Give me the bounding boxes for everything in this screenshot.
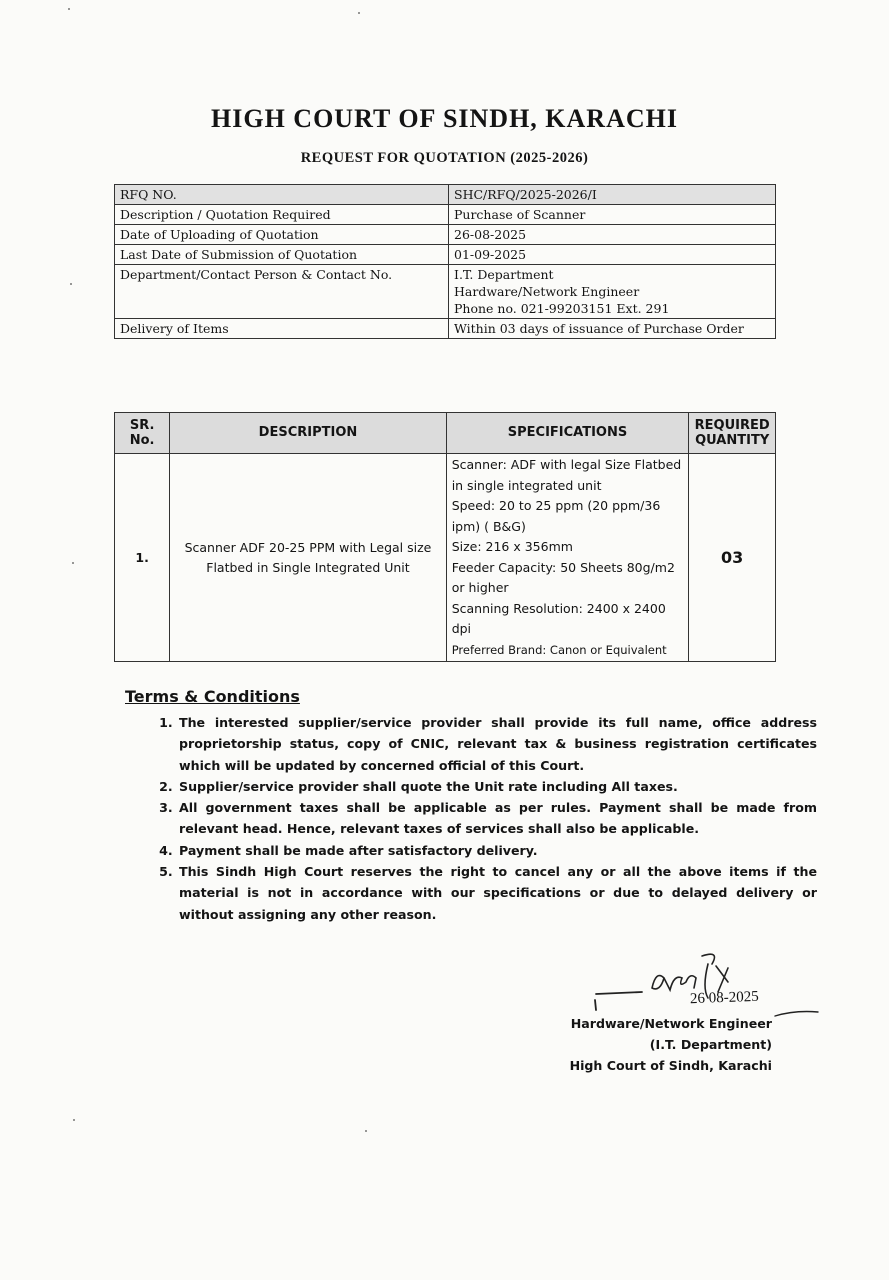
document-subtitle: REQUEST FOR QUOTATION (2025-2026) (300, 150, 589, 166)
scan-speck (70, 283, 72, 285)
rfq-value (449, 205, 776, 225)
rfq-label: Department/Contact Person & Contact No. (115, 265, 449, 319)
spec-line: Scanner: ADF with legal Size Flatbed (451, 457, 682, 472)
scan-speck (72, 562, 74, 564)
rfq-row (115, 265, 776, 319)
rfq-value-line: Purchase of Scanner (454, 207, 586, 222)
rfq-value-line: Phone no. 021-99203151 Ext. 291 (454, 301, 670, 316)
item-quantity: 03 (689, 454, 776, 662)
header-qty-line: REQUIRED (694, 418, 770, 433)
handwritten-signature (590, 948, 830, 1023)
signatory-department: (I.T. Department) (649, 1037, 772, 1052)
rfq-value (449, 265, 776, 319)
spec-line: Preferred Brand: Canon or Equivalent (451, 642, 667, 657)
signatory-title: Hardware/Network Engineer (570, 1016, 772, 1031)
rfq-value-line: SHC/RFQ/2025-2026/I (454, 187, 597, 202)
header-sr-line: SR. (129, 418, 155, 433)
signature-block (560, 1013, 772, 1076)
item-sr: 1. (115, 454, 170, 662)
terms-list (132, 712, 817, 925)
rfq-label: Last Date of Submission of Quotation (115, 245, 449, 265)
rfq-label: RFQ NO. (115, 185, 449, 205)
scan-speck (68, 8, 70, 10)
item-specifications (446, 454, 689, 662)
rfq-label: Delivery of Items (115, 319, 449, 339)
rfq-value-line: Hardware/Network Engineer (454, 284, 640, 299)
header-required-quantity (689, 413, 776, 454)
rfq-row (115, 245, 776, 265)
rfq-row (115, 319, 776, 339)
rfq-row (115, 225, 776, 245)
rfq-value (449, 185, 776, 205)
rfq-label: Description / Quotation Required (115, 205, 449, 225)
term-item: 2. Supplier/service provider shall quote the Unit rate including All taxes. (177, 776, 817, 797)
rfq-value-line: 26-08-2025 (454, 227, 527, 242)
term-item: 3. All government taxes shall be applicable as per rules. Payment shall be made from relevant head. Hence, relevant taxes of services shall also be applicable. (177, 797, 817, 840)
header-qty-line: QUANTITY (695, 433, 770, 448)
items-table (114, 412, 776, 662)
spec-line: in single integrated unit (451, 477, 602, 493)
header-specifications: SPECIFICATIONS (446, 413, 689, 454)
spec-line: ipm) ( B&G) (451, 518, 526, 534)
term-item: 5. This Sindh High Court reserves the right to cancel any or all the above items if the material is not in accordance with our specifications or due to delayed delivery or without assigning any other reason. (177, 861, 817, 925)
spec-line: Scanning Resolution: 2400 x 2400 (451, 600, 666, 616)
rfq-label: Date of Uploading of Quotation (115, 225, 449, 245)
rfq-row (115, 185, 776, 205)
rfq-info-table (114, 184, 776, 339)
rfq-value (449, 225, 776, 245)
spec-line: or higher (451, 580, 509, 595)
spec-line: Feeder Capacity: 50 Sheets 80g/m2 (451, 559, 675, 575)
scan-speck (365, 1130, 367, 1132)
scan-speck (73, 1119, 75, 1121)
handwritten-date: 26 08-2025 (689, 988, 759, 1008)
table-row (115, 454, 776, 662)
signatory-organization: High Court of Sindh, Karachi (569, 1058, 772, 1073)
rfq-value (449, 319, 776, 339)
item-description-line: Scanner ADF 20-25 PPM with Legal size (184, 539, 432, 555)
item-description (170, 454, 446, 662)
header-description: DESCRIPTION (170, 413, 446, 454)
scan-speck (358, 12, 360, 14)
rfq-value (449, 245, 776, 265)
term-item: 1. The interested supplier/service provider shall provide its full name, office address proprietorship status, copy of CNIC, relevant tax & business registration certificates which will be updated by concerned official of this Court. (177, 712, 817, 776)
spec-line: dpi (451, 621, 472, 636)
terms-heading: Terms & Conditions (125, 687, 300, 706)
header-sr-line: No. (129, 433, 155, 448)
spec-line: Speed: 20 to 25 ppm (20 ppm/36 (451, 498, 661, 513)
spec-line: Size: 216 x 356mm (451, 539, 573, 554)
document-title: HIGH COURT OF SINDH, KARACHI (211, 104, 678, 133)
rfq-value-line: Within 03 days of issuance of Purchase Order (454, 321, 744, 336)
item-description-line: Flatbed in Single Integrated Unit (206, 559, 410, 575)
items-header-row (115, 413, 776, 454)
term-item: 4. Payment shall be made after satisfactory delivery. (177, 840, 817, 861)
rfq-row (115, 205, 776, 225)
rfq-value-line: 01-09-2025 (454, 247, 527, 262)
header-sr-no (115, 413, 170, 454)
rfq-value-line: I.T. Department (454, 267, 554, 282)
